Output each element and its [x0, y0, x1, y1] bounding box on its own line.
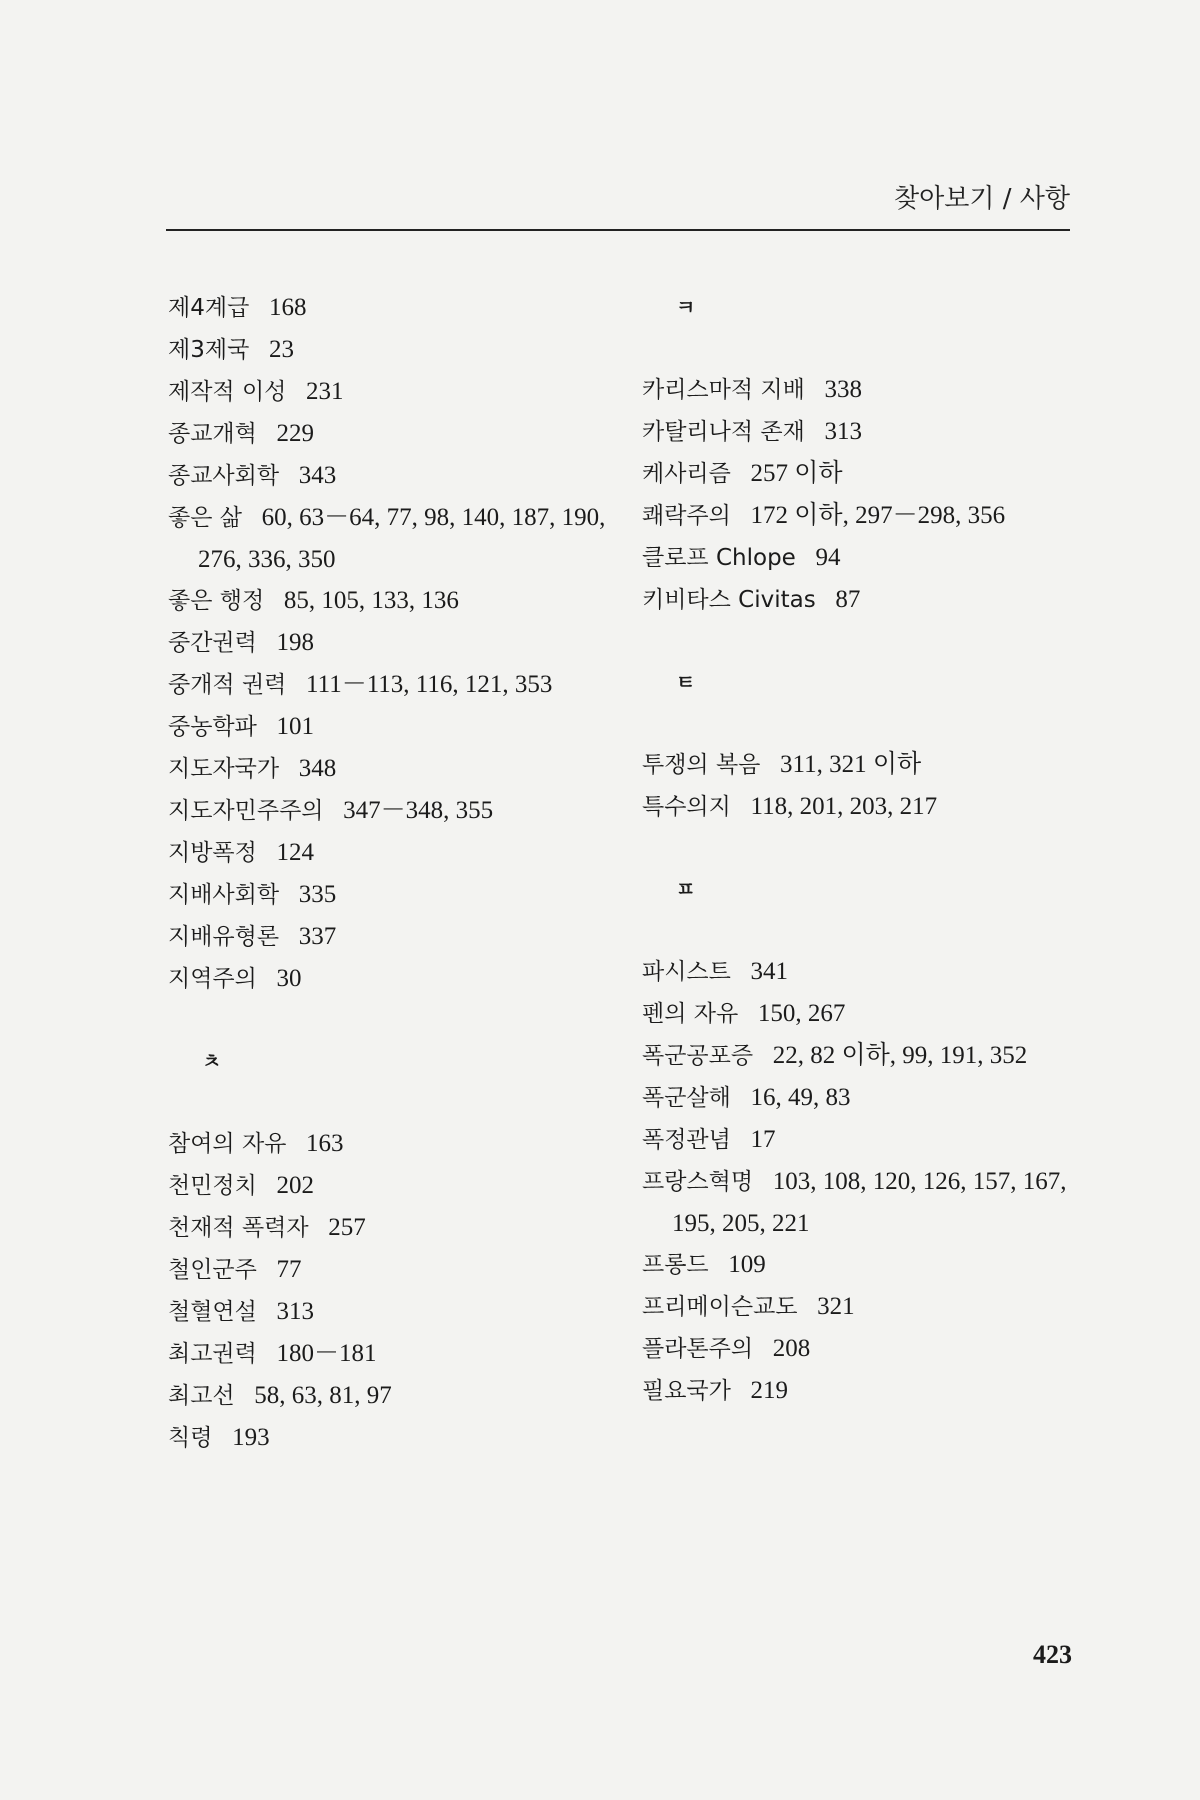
- index-term: 폭군살해: [642, 1085, 731, 1111]
- index-pages: 335: [298, 881, 337, 908]
- index-entry: [168, 1375, 608, 1417]
- index-pages: 343: [298, 462, 337, 489]
- index-pages: 347－348, 355: [343, 797, 494, 824]
- index-entry: [168, 1207, 608, 1249]
- index-term: 지배유형론: [168, 924, 280, 950]
- index-entry: [168, 1417, 608, 1459]
- index-pages: 257 이하: [750, 460, 843, 487]
- index-entry: [168, 287, 608, 329]
- index-entry: [168, 497, 608, 580]
- index-entry: [642, 786, 1092, 828]
- index-term: 철인군주: [168, 1257, 257, 1283]
- index-entry: [168, 1291, 608, 1333]
- index-pages: 23: [268, 336, 294, 363]
- index-pages: 85, 105, 133, 136: [283, 587, 459, 614]
- index-term: 플라톤주의: [642, 1336, 754, 1362]
- index-term: 파시스트: [642, 959, 731, 985]
- index-pages: 229: [276, 420, 315, 447]
- index-entry: [642, 1286, 1092, 1328]
- index-pages: 87: [835, 586, 861, 613]
- index-entry: [642, 951, 1092, 993]
- index-entry: [642, 537, 1092, 579]
- section-gap: [168, 1000, 608, 1041]
- index-pages: 94: [815, 544, 841, 571]
- index-column-left: [168, 287, 608, 1459]
- index-pages: 109: [728, 1251, 766, 1278]
- index-pages: 124: [276, 839, 315, 866]
- index-entry: [168, 1249, 608, 1291]
- index-pages: 180－181: [276, 1340, 377, 1367]
- index-entry: [642, 1370, 1092, 1412]
- index-entry: [642, 1244, 1092, 1286]
- index-term: 클로프 Chlope: [642, 545, 796, 571]
- index-term: 지역주의: [168, 966, 257, 992]
- index-entry: [642, 495, 1092, 537]
- index-entry: [168, 455, 608, 497]
- index-pages: 22, 82 이하, 99, 191, 352: [772, 1042, 1028, 1069]
- index-entry: [642, 1035, 1092, 1077]
- index-term: 프랑스혁명: [642, 1169, 754, 1195]
- index-pages: 313: [824, 418, 862, 445]
- index-entry: [168, 1333, 608, 1375]
- index-term: 종교사회학: [168, 463, 280, 489]
- index-term: 참여의 자유: [168, 1131, 287, 1157]
- index-term: 폭정관념: [642, 1127, 731, 1153]
- index-pages: 111－113, 116, 121, 353: [306, 671, 553, 698]
- index-term: 카탈리나적 존재: [642, 419, 805, 445]
- index-term: 제4계급: [168, 295, 250, 321]
- index-term: 중간권력: [168, 630, 257, 656]
- index-pages: 60, 63－64, 77, 98, 140, 187, 190, 276, 336, 350: [198, 504, 606, 573]
- index-pages: 172 이하, 297－298, 356: [750, 502, 1006, 529]
- index-entry: [168, 790, 608, 832]
- index-entry: [168, 916, 608, 958]
- index-entry: [642, 579, 1092, 621]
- index-term: 최고선: [168, 1383, 235, 1409]
- index-term: 쾌락주의: [642, 503, 731, 529]
- index-entry: [168, 706, 608, 748]
- header-rule: [166, 229, 1070, 231]
- index-entry: [642, 744, 1092, 786]
- index-term: 특수의지: [642, 794, 731, 820]
- index-entry: [168, 580, 608, 622]
- index-entry: [642, 369, 1092, 411]
- index-term: 펜의 자유: [642, 1001, 739, 1027]
- section-letter: ㅌ: [676, 670, 696, 694]
- index-term: 투쟁의 복음: [642, 752, 761, 778]
- index-entry: [642, 1077, 1092, 1119]
- section-gap: [642, 910, 1092, 951]
- index-pages: 77: [276, 1256, 302, 1283]
- index-pages: 202: [276, 1172, 315, 1199]
- index-term: 지도자민주주의: [168, 798, 324, 824]
- index-entry: [642, 1119, 1092, 1161]
- index-entry: [168, 958, 608, 1000]
- index-pages: 193: [232, 1424, 270, 1451]
- index-entry: [168, 748, 608, 790]
- index-entry: [168, 832, 608, 874]
- index-entry: [168, 1165, 608, 1207]
- index-entry: [642, 453, 1092, 495]
- index-entry: [168, 371, 608, 413]
- index-column-right: [642, 287, 1092, 1412]
- index-pages: 118, 201, 203, 217: [750, 793, 938, 820]
- section-gap: [168, 1082, 608, 1123]
- index-term: 천민정치: [168, 1173, 257, 1199]
- index-term: 지배사회학: [168, 882, 280, 908]
- index-term: 프롱드: [642, 1252, 709, 1278]
- index-term: 필요국가: [642, 1378, 731, 1404]
- index-term: 키비타스 Civitas: [642, 587, 816, 613]
- index-entry: [642, 1328, 1092, 1370]
- index-pages: 257: [328, 1214, 366, 1241]
- index-entry: [168, 329, 608, 371]
- index-term: 제3제국: [168, 337, 250, 363]
- index-term: 종교개혁: [168, 421, 257, 447]
- index-pages: 313: [276, 1298, 315, 1325]
- index-term: 칙령: [168, 1425, 213, 1451]
- index-pages: 103, 108, 120, 126, 157, 167, 195, 205, 221: [672, 1168, 1067, 1237]
- section-gap: [642, 328, 1092, 369]
- index-pages: 338: [824, 376, 862, 403]
- index-pages: 58, 63, 81, 97: [254, 1382, 392, 1409]
- index-term: 철혈연설: [168, 1299, 257, 1325]
- section-gap: [642, 621, 1092, 662]
- index-pages: 163: [306, 1130, 344, 1157]
- index-entry: [168, 622, 608, 664]
- index-entry: [168, 1123, 608, 1165]
- index-pages: 337: [298, 923, 337, 950]
- index-pages: 198: [276, 629, 315, 656]
- index-term: 지도자국가: [168, 756, 280, 782]
- index-entry: [168, 664, 608, 706]
- index-pages: 17: [750, 1126, 776, 1153]
- index-entry: [168, 874, 608, 916]
- index-pages: 219: [750, 1377, 789, 1404]
- index-pages: 311, 321 이하: [780, 751, 922, 778]
- index-pages: 16, 49, 83: [750, 1084, 851, 1111]
- running-header: 찾아보기 / 사항: [894, 184, 1070, 214]
- index-term: 중농학파: [168, 714, 257, 740]
- index-term: 지방폭정: [168, 840, 257, 866]
- index-pages: 321: [817, 1293, 855, 1320]
- section-gap: [642, 703, 1092, 744]
- index-pages: 231: [306, 378, 344, 405]
- section-letter: ㅍ: [676, 877, 696, 901]
- section-letter: ㅊ: [202, 1049, 222, 1073]
- index-entry: [642, 993, 1092, 1035]
- section-letter: ㅋ: [676, 295, 696, 319]
- index-term: 제작적 이성: [168, 379, 287, 405]
- index-pages: 168: [268, 294, 307, 321]
- index-entry: [642, 411, 1092, 453]
- index-term: 케사리즘: [642, 461, 731, 487]
- index-term: 천재적 폭력자: [168, 1215, 309, 1241]
- index-pages: 341: [750, 958, 789, 985]
- index-term: 최고권력: [168, 1341, 257, 1367]
- index-term: 중개적 권력: [168, 672, 287, 698]
- index-term: 카리스마적 지배: [642, 377, 805, 403]
- index-entry: [642, 1161, 1092, 1244]
- index-pages: 101: [276, 713, 315, 740]
- index-pages: 150, 267: [757, 1000, 846, 1027]
- index-term: 프리메이슨교도: [642, 1294, 798, 1320]
- index-entry: [168, 413, 608, 455]
- index-pages: 348: [298, 755, 337, 782]
- index-pages: 208: [772, 1335, 811, 1362]
- index-pages: 30: [276, 965, 302, 992]
- index-term: 좋은 행정: [168, 588, 265, 614]
- index-term: 좋은 삶: [168, 505, 242, 531]
- page-number: 423: [1033, 1640, 1072, 1669]
- index-term: 폭군공포증: [642, 1043, 754, 1069]
- section-gap: [642, 828, 1092, 869]
